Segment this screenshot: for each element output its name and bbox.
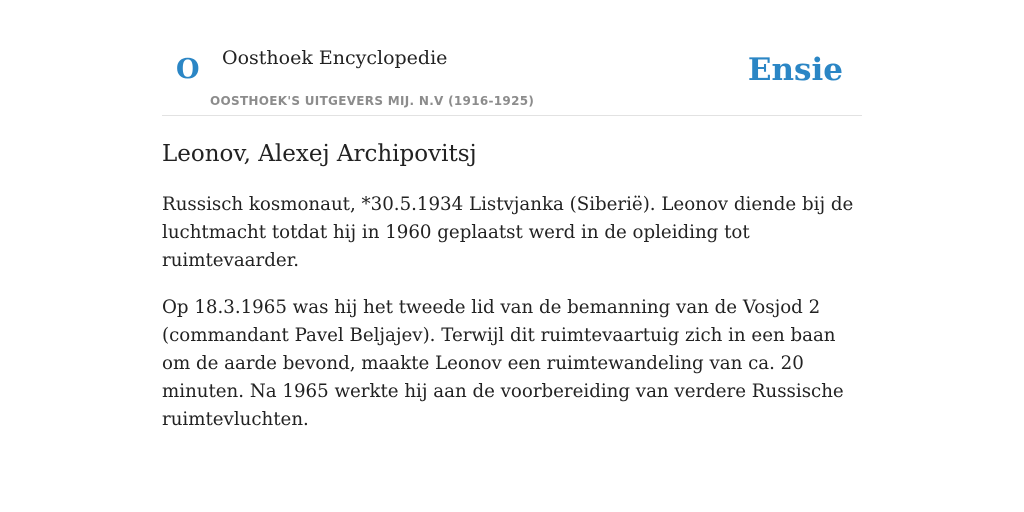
entry-paragraph: Russisch kosmonaut, *30.5.1934 Listvjanka (Siberië). Leonov diende bij de luchtmacht totdat hij in 1960 geplaatst werd in de opleiding tot ruimtevaarder.: [162, 194, 854, 271]
entry-title: Leonov, Alexej Archipovitsj: [162, 141, 477, 167]
source-subtitle: OOSTHOEK'S UITGEVERS MIJ. N.V (1916-1925): [210, 94, 535, 108]
entry-paragraph: Op 18.3.1965 was hij het tweede lid van de bemanning van de Vosjod 2 (commandant Pavel Beljajev). Terwijl dit ruimtevaartuig zich in een baan om de aarde bevond, maakte Leonov een ruimtewandeling van ca. 20 minuten. Na 1965 werkte hij aan de voorbereiding van verdere Russische ruimtevluchten.: [162, 297, 844, 430]
brand-logo-link[interactable]: Ensie: [747, 52, 843, 88]
source-title[interactable]: Oosthoek Encyclopedie: [222, 47, 448, 69]
entry-content: [162, 138, 862, 453]
source-header: [162, 0, 862, 116]
source-logo[interactable]: O: [176, 54, 200, 85]
